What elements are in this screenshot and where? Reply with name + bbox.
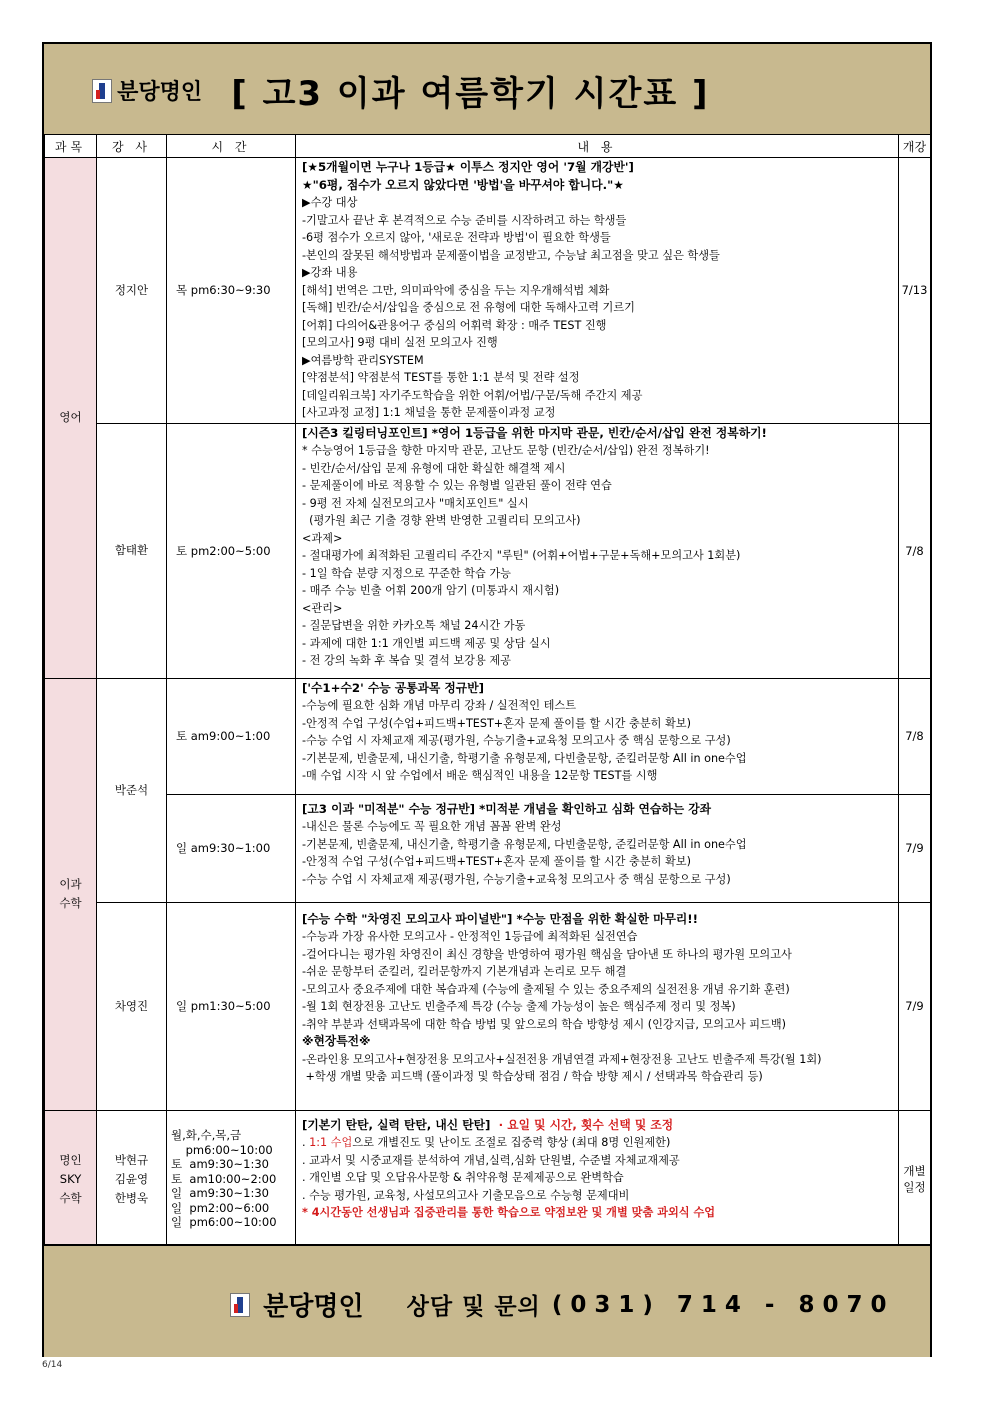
content-line: ★"6평, 점수가 오르지 않았다면 '방법'을 바꾸셔야 합니다."★ [302, 177, 624, 192]
subject-english: 영어 [45, 158, 97, 679]
content-line: - 매주 수능 빈출 어휘 200개 암기 (미통과시 재시험) [302, 584, 560, 597]
table-row [45, 794, 931, 902]
class-time: 일 pm1:30~5:00 [167, 902, 296, 1110]
content-line: -온라인용 모의고사+현장전용 모의고사+실전전용 개념연결 과제+현장전용 고난도 빈출주제 특강(월 1회) [302, 1052, 822, 1066]
open-label: 일정 [903, 1180, 926, 1194]
class-time: 토 pm2:00~5:00 [167, 423, 296, 678]
content-line: [약점분석] 약점분석 TEST를 통한 1:1 분석 및 전략 설정 [302, 371, 580, 384]
content-line: -걸어다니는 평가원 차영진이 최신 경향을 반영하여 평가원 핵심을 담아낸 또 하나의 평가원 모의고사 [302, 947, 792, 961]
content-line: <과제> [302, 531, 343, 545]
open-date: 7/13 [899, 158, 931, 424]
brand-logo-icon [92, 79, 112, 103]
table-row [45, 423, 931, 678]
content-line: -수능과 가장 유사한 모의고사 - 안정적인 1등급에 최적화된 실전연습 [302, 930, 638, 943]
content-line: [모의고사] 9평 대비 실전 모의고사 진행 [302, 336, 498, 349]
content-line: -기본문제, 빈출문제, 내신기출, 학평기출 유형문제, 다빈출문항, 준킬러문항 All in one수업 [302, 751, 747, 765]
content-line: - 절대평가에 최적화된 고퀄리티 주간지 "루틴" (어휘+어법+구문+독해+모의고사 1회분) [302, 549, 741, 562]
content-line: - 질문답변을 위한 카카오톡 채널 24시간 가동 [302, 619, 526, 632]
table-row [45, 678, 931, 794]
subject-label: SKY [59, 1171, 82, 1186]
content-line: - 문제풀이에 바로 적용할 수 있는 유형별 일관된 풀이 전략 연습 [302, 479, 612, 492]
open-label: 개별 [903, 1164, 926, 1178]
column-content: 내 용 [296, 135, 899, 158]
teacher-name: 차영진 [97, 902, 167, 1110]
content-heading: [시즌3 킬링터닝포인트] *영어 1등급을 위한 마지막 관문, 빈칸/순서/삽입 완전 정복하기! [302, 425, 767, 440]
schedule-frame [42, 42, 932, 1357]
content-line: -취약 부분과 선택과목에 대한 학습 방법 및 앞으로의 학습 방향성 제시 (인강지급, 모의고사 피드백) [302, 1017, 787, 1031]
brand-name: 분당명인 [117, 80, 203, 105]
class-content [296, 794, 899, 902]
class-time: 목 pm6:30~9:30 [167, 158, 296, 424]
content-line: . 교과서 및 시중교재를 분석하여 개념,실력,심화 단원별, 수준별 자체교재제공 [302, 1153, 680, 1167]
class-time-list [167, 1110, 296, 1248]
teacher-name: 한병욱 [114, 1190, 149, 1205]
open-date: 7/9 [899, 902, 931, 1110]
content-heading [302, 1117, 892, 1135]
schedule-table [44, 134, 931, 1249]
class-time: 일 am9:30~1:00 [167, 794, 296, 902]
class-time: 일 am9:30~1:30 [171, 1186, 269, 1201]
open-date: 7/9 [899, 794, 931, 902]
class-time: 토 am9:30~1:30 [171, 1157, 269, 1172]
footer-contact-group [230, 1286, 895, 1323]
header-banner [44, 44, 930, 136]
open-date: 7/8 [899, 678, 931, 794]
content-line: -안정적 수업 구성(수업+피드백+TEST+혼자 문제 풀이를 할 시간 충분히 확보) [302, 855, 691, 868]
content-line: -기본문제, 빈출문제, 내신기출, 학평기출 유형문제, 다빈출문항, 준킬러문항 All in one수업 [302, 837, 747, 851]
content-heading: [수능 수학 "차영진 모의고사 파이널반"] *수능 만점을 위한 확실한 마무리!! [302, 911, 699, 926]
content-line: (평가원 최근 기출 경향 완벽 반영한 고퀄리티 모의고사) [302, 514, 581, 527]
class-content [296, 1110, 899, 1248]
subject-label: 이과 [59, 877, 82, 891]
content-line: - 과제에 대한 1:1 개인별 피드백 제공 및 상담 실시 [302, 636, 551, 650]
content-line: ▶강좌 내용 [302, 266, 358, 279]
page-title: [ 고3 이과 여름학기 시간표 ] [231, 74, 710, 114]
subject-label: 명인 [59, 1152, 82, 1167]
content-line: [해석] 번역은 그만, 의미파악에 중심을 두는 지우개해석법 체화 [302, 283, 610, 297]
content-line: ※현장특전※ [302, 1034, 371, 1048]
class-time: 토 am9:00~1:00 [167, 678, 296, 794]
content-line: -안정적 수업 구성(수업+피드백+TEST+혼자 문제 풀이를 할 시간 충분히 확보) [302, 716, 691, 730]
content-line: - 전 강의 녹화 후 복습 및 결석 보강용 제공 [302, 654, 511, 667]
table-header-row [45, 135, 931, 158]
teacher-name: 함태환 [97, 423, 167, 678]
subject-label: 수학 [59, 896, 82, 910]
subject-math [45, 678, 97, 1110]
table-row [45, 1110, 931, 1248]
class-content [296, 902, 899, 1110]
teacher-name: 박준석 [97, 678, 167, 902]
column-subject: 과목 [45, 135, 97, 158]
column-teacher: 강 사 [97, 135, 167, 158]
content-heading-note: · 요일 및 시간, 횟수 선택 및 조정 [490, 1117, 674, 1132]
content-line: . 개인별 오답 및 오답유사문항 & 취약유형 문제제공으로 완벽학습 [302, 1171, 624, 1184]
footer-brand: 분당명인 [263, 1292, 364, 1322]
content-line: ▶수강 대상 [302, 196, 358, 209]
content-line: <관리> [302, 601, 343, 615]
open-date [899, 1110, 931, 1248]
class-time: 월,화,수,목,금 [171, 1128, 242, 1143]
content-line: -모의고사 중요주제에 대한 복습과제 (수능에 출제될 수 있는 중요주제의 실전전용 개념 유기화 훈련) [302, 982, 790, 996]
content-line: * 4시간동안 선생님과 집중관리를 통한 학습으로 약점보완 및 개별 맞춤 과외식 수업 [302, 1206, 716, 1219]
content-line: [독해] 빈칸/순서/삽입을 중심으로 전 유형에 대한 독해사고력 기르기 [302, 301, 635, 314]
content-line: -내신은 물론 수능에도 꼭 필요한 개념 꼼꼼 완벽 완성 [302, 820, 562, 833]
teacher-list [97, 1110, 167, 1248]
content-line: [어휘] 다의어&관용어구 중심의 어휘력 확장 : 매주 TEST 진행 [302, 318, 607, 332]
content-line: -기말고사 끝난 후 본격적으로 수능 준비를 시작하려고 하는 학생들 [302, 213, 627, 227]
column-time: 시 간 [167, 135, 296, 158]
content-bullet: . [302, 1136, 310, 1149]
content-line: -6평 점수가 오르지 않아, '새로운 전략과 방법'이 필요한 학생들 [302, 231, 611, 244]
class-time: 일 pm6:00~10:00 [171, 1215, 277, 1230]
column-open: 개강 [899, 135, 931, 158]
class-content [296, 423, 899, 678]
class-time: 토 am10:00~2:00 [171, 1171, 277, 1186]
content-heading: ['수1+수2' 수능 공통과목 정규반] [302, 680, 484, 695]
content-line: -수능에 필요한 심화 개념 마무리 강좌 / 실전적인 테스트 [302, 699, 577, 712]
content-line: -수능 수업 시 자체교재 제공(평가원, 수능기출+교육청 모의고사 중 핵심 문항으로 구성) [302, 734, 731, 747]
content-line: -월 1회 현장전용 고난도 빈출주제 특강 (수능 출제 가능성이 높은 핵심주제 정리 및 정복) [302, 1000, 736, 1013]
content-line: * 수능영어 1등급을 향한 마지막 관문, 고난도 문항 (빈칸/순서/삽입) 완전 정복하기! [302, 444, 710, 457]
contact-label: 상담 및 문의 [406, 1294, 541, 1320]
content-line: [데일리워크북] 자기주도학습을 위한 어휘/어법/구문/독해 주간지 제공 [302, 388, 643, 402]
subject-sky-math [45, 1110, 97, 1248]
class-time: pm6:00~10:00 [171, 1142, 273, 1157]
content-heading-text: [기본기 탄탄, 실력 탄탄, 내신 탄탄] [302, 1117, 491, 1132]
footer-banner [44, 1244, 930, 1357]
content-line: - 9평 전 자체 실전모의고사 "매치포인트" 실시 [302, 496, 529, 510]
content-heading: [★5개월이면 누구나 1등급★ 이투스 정지안 영어 '7월 개강반'] [302, 160, 634, 174]
content-line: -매 수업 시작 시 앞 수업에서 배운 핵심적인 내용을 12문항 TEST를 시행 [302, 769, 658, 782]
table-row [45, 902, 931, 1110]
content-line: +학생 개별 맞춤 피드백 (풀이과정 및 학습상태 점검 / 학습 방향 제시 / 선택과목 학습관리 등) [302, 1070, 763, 1083]
content-line: -수능 수업 시 자체교재 제공(평가원, 수능기출+교육청 모의고사 중 핵심 문항으로 구성) [302, 872, 731, 886]
header-title-group [92, 66, 710, 115]
content-text: 으로 개별진도 및 난이도 조절로 집중력 향상 (최대 8명 인원제한) [352, 1136, 671, 1149]
subject-label: 수학 [59, 1190, 82, 1205]
content-line: - 빈칸/순서/삽입 문제 유형에 대한 확실한 해결책 제시 [302, 461, 566, 475]
brand-logo-icon [230, 1293, 250, 1317]
content-line: ▶여름방학 관리SYSTEM [302, 353, 424, 367]
open-date: 7/8 [899, 423, 931, 678]
class-time: 일 pm2:00~6:00 [171, 1200, 270, 1215]
teacher-name: 정지안 [97, 158, 167, 424]
contact-phone[interactable]: (031) 714 - 8070 [551, 1291, 895, 1318]
content-line: -본인의 잘못된 해석방법과 문제풀이법을 교정받고, 수능날 최고점을 맞고 싶은 학생들 [302, 248, 720, 262]
class-content [296, 158, 899, 424]
content-line: . 수능 평가원, 교육청, 사설모의고사 기출모음으로 수능형 문제대비 [302, 1188, 630, 1202]
content-line: -쉬운 문항부터 준킬러, 킬러문항까지 기본개념과 논리로 모두 해결 [302, 965, 627, 978]
teacher-name: 김윤영 [114, 1171, 149, 1186]
content-highlight: 1:1 수업 [309, 1136, 353, 1149]
table-row [45, 158, 931, 424]
content-line [302, 1134, 892, 1152]
teacher-name: 박현규 [114, 1152, 149, 1167]
class-content [296, 678, 899, 794]
content-heading: [고3 이과 "미적분" 수능 정규반] *미적분 개념을 확인하고 심화 연습하는 강좌 [302, 801, 712, 816]
page-number: 6/14 [42, 1360, 63, 1370]
content-line: [사고과정 교정] 1:1 채널을 통한 문제풀이과정 교정 [302, 406, 556, 419]
content-line: - 1일 학습 분량 지정으로 꾸준한 학습 가능 [302, 566, 511, 580]
